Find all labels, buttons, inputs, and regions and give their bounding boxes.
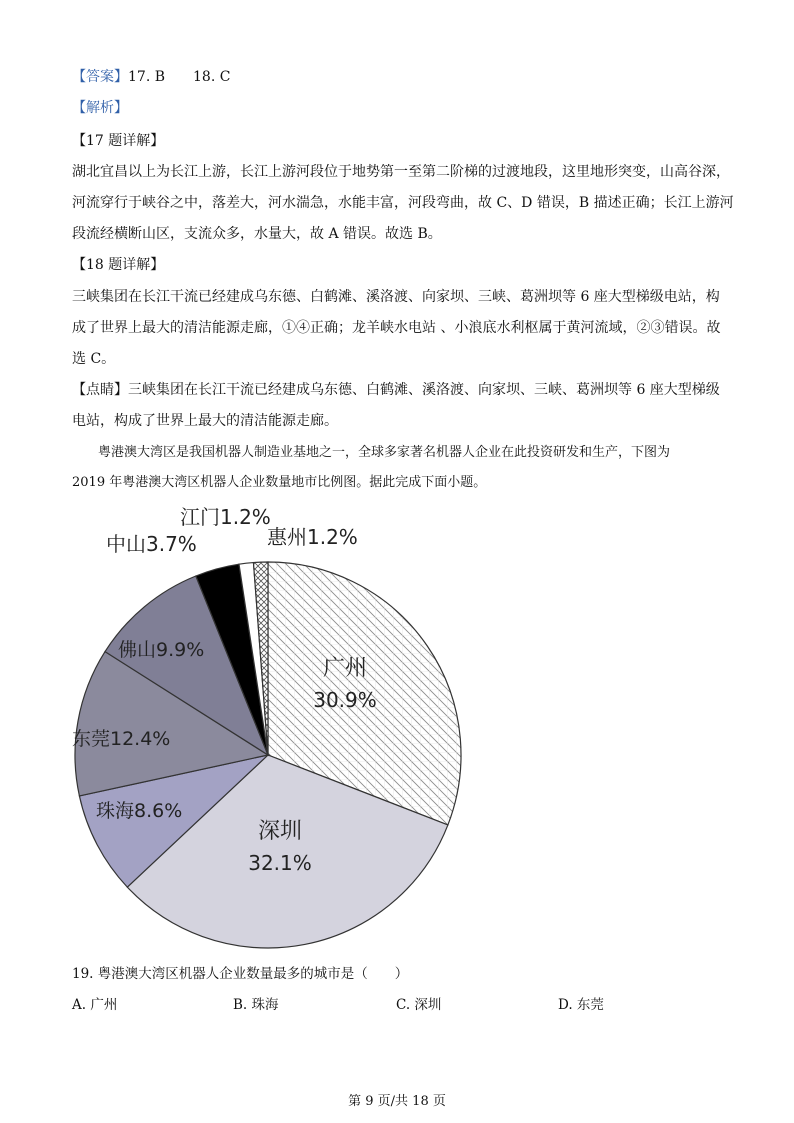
q18-heading: 【18 题详解】 (72, 257, 165, 273)
q18-line: 三峡集团在长江干流已经建成乌东德、白鹤滩、溪洛渡、向家坝、三峡、葛洲坝等 6 座大型梯级电站，构 (72, 289, 720, 305)
option-c[interactable]: C. 深圳 (396, 997, 442, 1013)
pie-label-dongguan: 东莞12.4% (72, 728, 171, 750)
analysis-tag: 【解析】 (72, 100, 128, 116)
pie-label-shenzhen: 深圳 (257, 819, 303, 844)
q18-line: 选 C。 (72, 351, 116, 367)
q17-line: 河流穿行于峡谷之中，落差大，河水湍急，水能丰富，河段弯曲，故 C、D 错误，B 描述正确；长江上游河 (72, 195, 734, 211)
answer-tag: 【答案】 (72, 69, 128, 85)
pie-label-zhuhai: 珠海8.6% (96, 800, 183, 822)
pie-label-zhongshan: 中山3.7% (106, 532, 197, 556)
intro-line: 2019 年粤港澳大湾区机器人企业数量地市比例图。据此完成下面小题。 (72, 475, 487, 490)
option-b[interactable]: B. 珠海 (233, 997, 279, 1013)
pie-label-foshan: 佛山9.9% (118, 639, 205, 661)
q18-line: 成了世界上最大的清洁能源走廊，①④正确；龙羊峡水电站 、小浪底水利枢属于黄河流域，②③错误。故 (72, 320, 721, 336)
tip-text: 三峡集团在长江干流已经建成乌东德、白鹤滩、溪洛渡、向家坝、三峡、葛洲坝等 6 座大型梯级 (128, 382, 720, 398)
q17-line: 段流经横断山区，支流众多，水量大，故 A 错误。故选 B。 (72, 226, 442, 242)
option-a[interactable]: A. 广州 (72, 997, 118, 1013)
intro-line: 粤港澳大湾区是我国机器人制造业基地之一，全球多家著名机器人企业在此投资研发和生产，下图为 (72, 445, 671, 460)
option-d[interactable]: D. 东莞 (558, 997, 604, 1013)
pie-value-shenzhen: 32.1% (248, 851, 312, 875)
pie-label-jiangmen: 江门1.2% (180, 505, 271, 529)
pie-label-huizhou: 惠州1.2% (267, 525, 358, 549)
tip-line: 电站，构成了世界上最大的清洁能源走廊。 (72, 413, 338, 429)
q17-heading: 【17 题详解】 (72, 133, 165, 149)
tip-tag: 【点睛】 (72, 382, 128, 398)
pie-value-guangzhou: 30.9% (313, 688, 377, 712)
answer-text: 17. B 18. C (128, 69, 231, 85)
pie-label-guangzhou: 广州 (322, 656, 368, 681)
pie-slices (75, 562, 461, 948)
question-19-stem: 19. 粤港澳大湾区机器人企业数量最多的城市是（ ） (72, 966, 409, 982)
tip-line (72, 381, 720, 399)
pie-chart (60, 500, 480, 950)
page-footer: 第 9 页/共 18 页 (348, 1094, 446, 1109)
answer-line (72, 68, 230, 86)
q17-line: 湖北宜昌以上为长江上游，长江上游河段位于地势第一至第二阶梯的过渡地段，这里地形突变，山高谷深， (72, 164, 730, 180)
